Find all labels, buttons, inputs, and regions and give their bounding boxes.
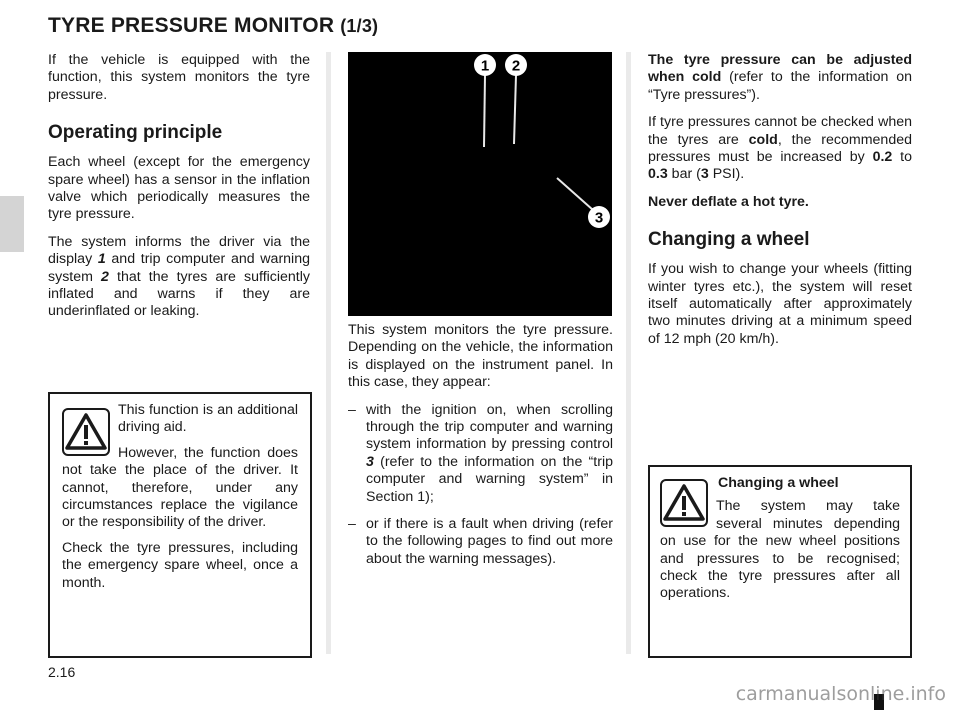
- callout-3: [588, 206, 610, 228]
- changing-wheel-text: If you wish to change your wheels (fitting winter tyres etc.), the system will reset itself automatically after approximately two minutes driving at a minimum speed of 12 mph (20 km/h).: [648, 261, 912, 347]
- warning-icon: [660, 479, 708, 527]
- warning-driver-text: However, the function does not take the place of the driver. It cannot, therefore, under any circumstances replace the vigilance or the responsibility of the driver.: [62, 444, 298, 531]
- warning-title: Changing a wheel: [718, 475, 839, 491]
- sensor-text: Each wheel (except for the emergency spare wheel) has a sensor in the inflation valve which periodically measures the tyre pressure.: [48, 154, 310, 223]
- increase-pressure-text: If tyre pressures cannot be checked when the tyres are cold, the recommended pressures must be increased by 0.2 to 0.3 bar (3 PSI).: [648, 114, 912, 183]
- watermark: carmanualsonline.info: [735, 683, 946, 705]
- list-item: – or if there is a fault when driving (refer to the following pages to find out more about the warning messages).: [348, 516, 613, 567]
- right-column: [648, 52, 912, 358]
- changing-wheel-heading: Changing a wheel: [648, 229, 810, 251]
- svg-text:2: 2: [511, 57, 521, 75]
- intro-text: If the vehicle is equipped with the function, this system monitors the tyre pressure.: [48, 52, 310, 103]
- svg-text:3: 3: [594, 209, 604, 227]
- ref-3: 3: [366, 453, 374, 470]
- callout-2: [505, 54, 527, 76]
- middle-column: [348, 322, 613, 578]
- warning-box-driving-aid: [48, 392, 312, 658]
- dashboard-figure: [348, 52, 612, 316]
- leader-line-2: [514, 75, 516, 144]
- warning-wheel-text: The system may take several minutes depending on use for the new wheel positions and pressures to be recognised; check the tyre pressures after all operations.: [660, 498, 900, 602]
- column-divider: [326, 52, 331, 654]
- display-info-text: This system monitors the tyre pressure. Depending on the vehicle, the information is displayed on the instrument panel. In this case, they appear:: [348, 322, 613, 391]
- column-divider: [626, 52, 631, 654]
- section-tab: [0, 196, 24, 252]
- title-part: (1/3): [340, 16, 379, 36]
- warning-aid-text: This function is an additional driving aid.: [118, 402, 298, 436]
- ref-2: 2: [101, 268, 109, 285]
- ref-1: 1: [97, 251, 106, 268]
- svg-text:1: 1: [480, 57, 490, 75]
- warning-box-changing-wheel: [648, 465, 912, 658]
- list-item: – with the ignition on, when scrolling through the trip computer and warning system information by pressing control 3 (refer to the information on the “trip computer and warning system” in Section 1);: [348, 401, 613, 505]
- never-deflate-text: Never deflate a hot tyre.: [648, 193, 809, 210]
- leader-line-1: [484, 75, 485, 147]
- operating-principle-heading: Operating principle: [48, 122, 223, 144]
- system-info-text: The system informs the driver via the display 1 and trip computer and warning system 2 that the tyres are sufficiently inflated and warns if they are underinflated or leaking.: [48, 233, 310, 320]
- adjust-cold-text: The tyre pressure can be adjusted when cold (refer to the information on “Tyre pressures”).: [648, 52, 913, 103]
- page-number: 2.16: [48, 664, 76, 680]
- page-title: TYRE PRESSURE MONITOR (1/3): [48, 14, 379, 37]
- warning-check-text: Check the tyre pressures, including the emergency spare wheel, once a month.: [62, 539, 298, 591]
- left-column: [48, 52, 310, 331]
- callout-1: [474, 54, 496, 76]
- leader-line-3: [557, 178, 593, 210]
- display-conditions-list: [348, 402, 613, 569]
- warning-icon: [62, 408, 110, 456]
